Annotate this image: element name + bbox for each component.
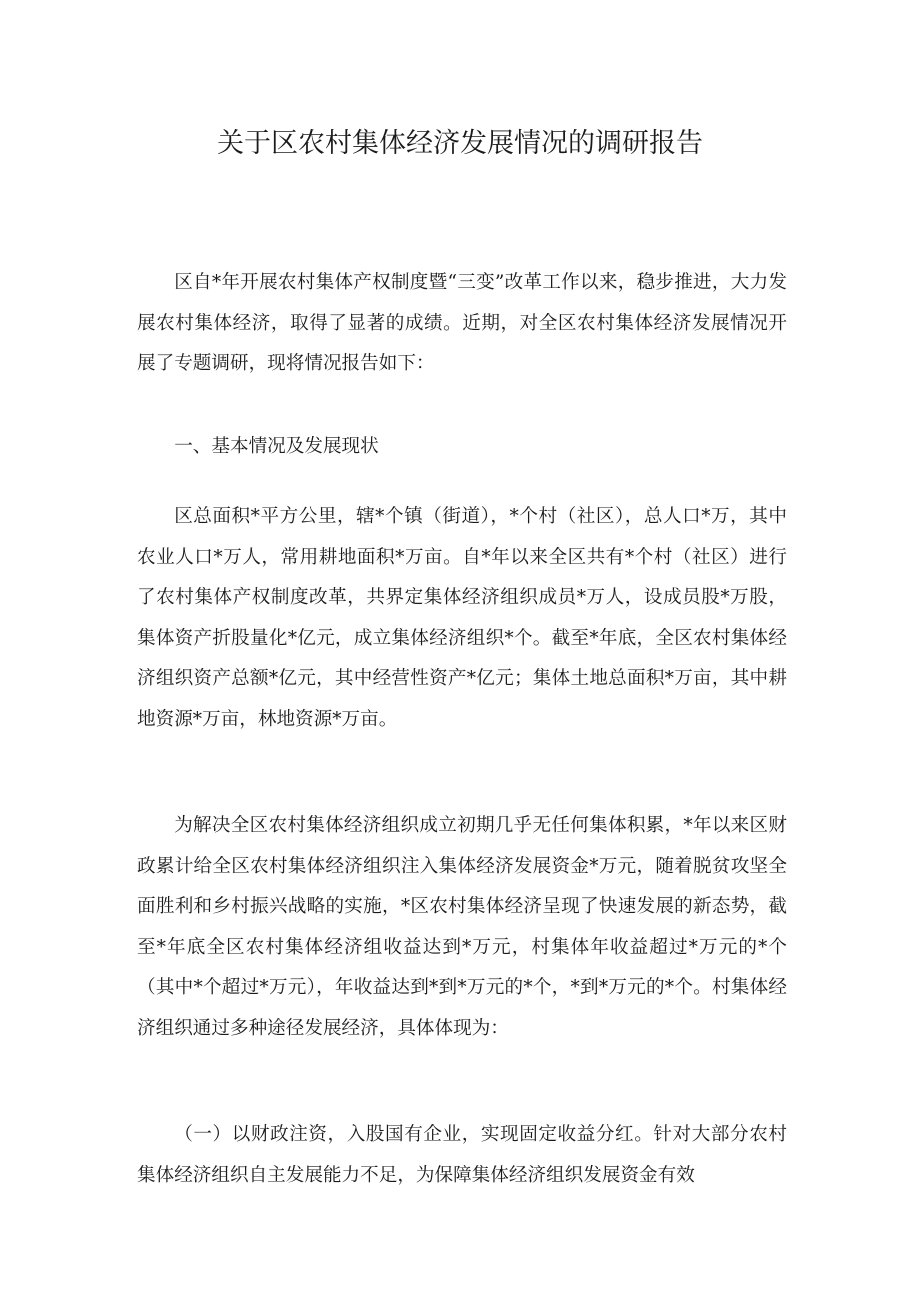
intro-paragraph: 区自*年开展农村集体产权制度暨“三变”改革工作以来，稳步推进，大力发展农村集体经济，取得了显著的成绩。近期，对全区农村集体经济发展情况开展了专题调研，现将情况报告如下： <box>137 272 787 375</box>
section-heading-1: 一、基本情况及发展现状 <box>174 436 379 457</box>
basic-situation-paragraph: 区总面积*平方公里，辖*个镇（街道），*个村（社区），总人口*万，其中农业人口*万人，常用耕地面积*万亩。自*年以来全区共有*个村（社区）进行了农村集体产权制度改革，共界定集体经济组织成员*万人，设成员股*万股，集体资产折股量化*亿元，成立集体经济组织*个。截至*年底，全区农村集体经济组织资产总额*亿元，其中经营性资产*亿元；集体土地总面积*万亩，其中耕地资源*万亩，林地资源*万亩。 <box>137 506 787 730</box>
subsection-paragraph-1: （一）以财政注资，入股国有企业，实现固定收益分红。针对大部分农村集体经济组织自主发展能力不足，为保障集体经济组织发展资金有效 <box>137 1124 787 1186</box>
development-paragraph: 为解决全区农村集体经济组织成立初期几乎无任何集体积累，*年以来区财政累计给全区农村集体经济组织注入集体经济发展资金*万元，随着脱贫攻坚全面胜利和乡村振兴战略的实施，*区农村集体经济呈现了快速发展的新态势，截至*年底全区农村集体经济组收益达到*万元，村集体年收益超过*万元的*个（其中*个超过*万元），年收益达到*到*万元的*个，*到*万元的*个。村集体经济组织通过多种途径发展经济，具体体现为： <box>137 815 787 1039</box>
document-title: 关于区农村集体经济发展情况的调研报告 <box>217 128 703 159</box>
